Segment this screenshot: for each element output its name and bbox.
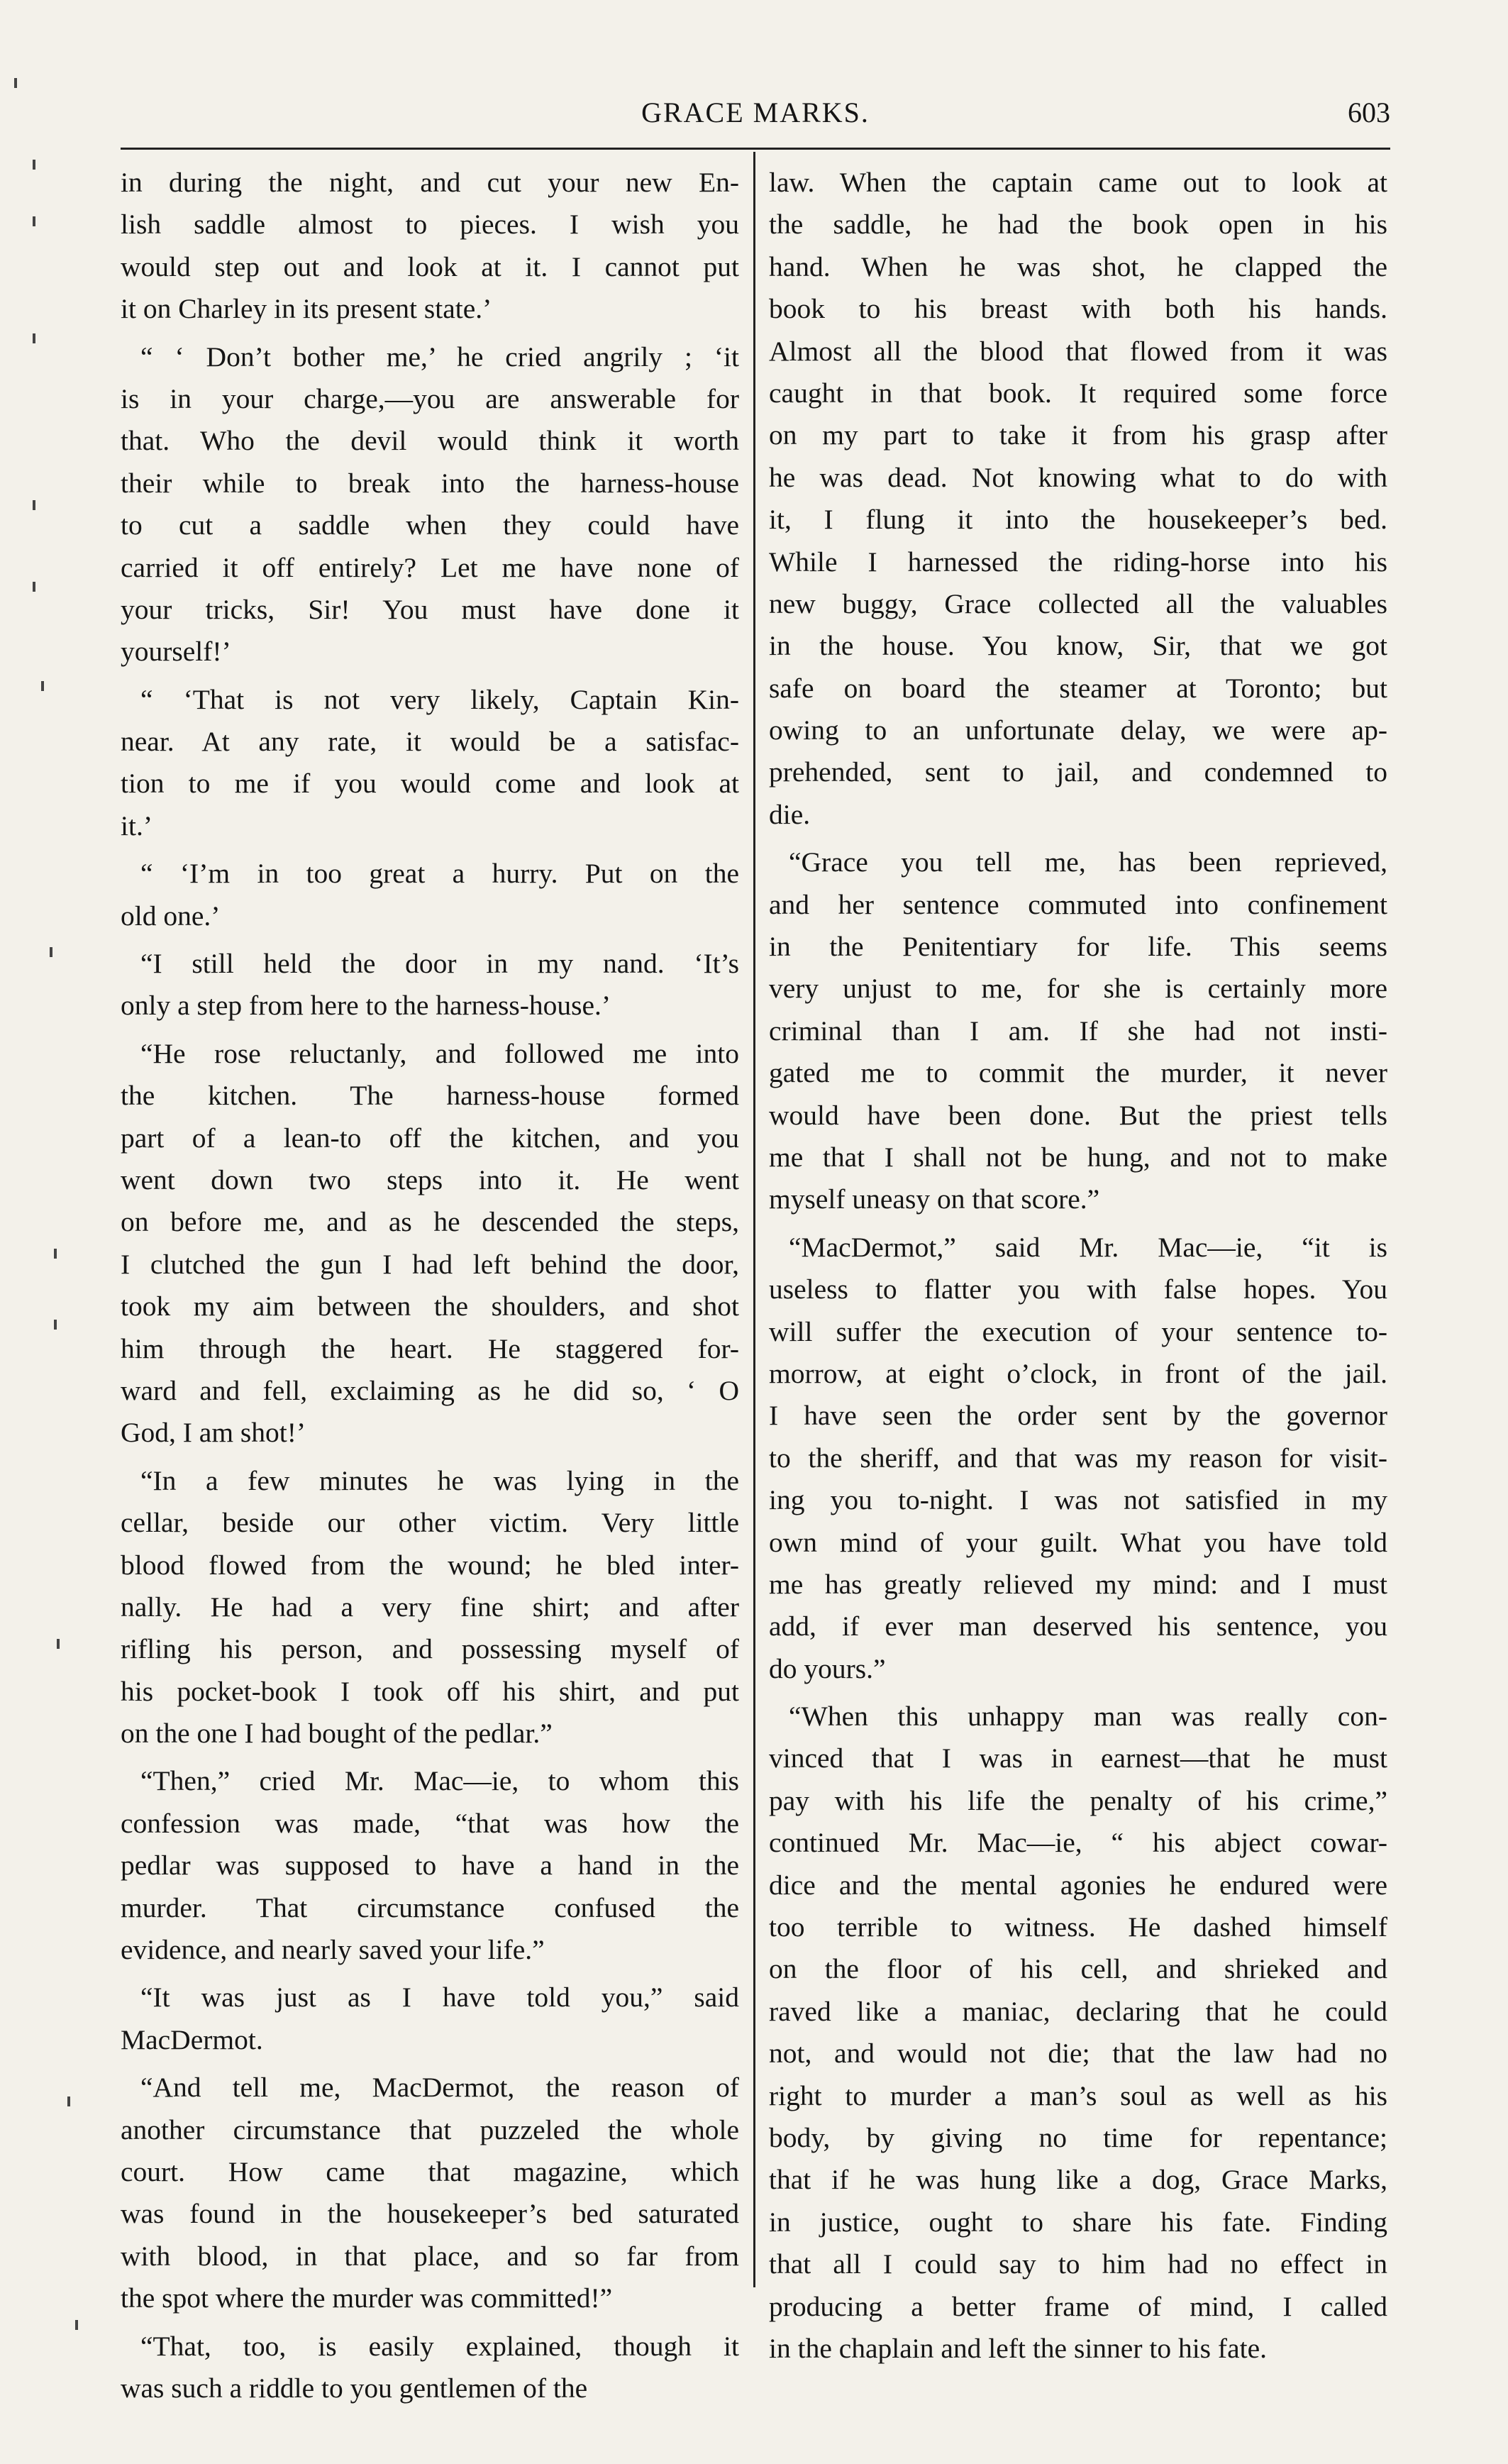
text-line: would step out and look at it. I cannot put: [121, 250, 739, 282]
text-line: murder. That circumstance confused the: [121, 1891, 739, 1923]
text-line: pay with his life the penalty of his crime,”: [769, 1784, 1387, 1816]
text-line: hand. When he was shot, he clapped the: [769, 250, 1387, 282]
paragraph: [121, 943, 739, 1027]
text-line: it.’: [121, 810, 153, 841]
paragraph: [769, 1227, 1387, 1690]
text-line: your tricks, Sir! You must have done it: [121, 593, 739, 625]
left-column: [121, 162, 739, 2415]
text-line: that if he was hung like a dog, Grace Marks,: [769, 2164, 1387, 2196]
text-line: “ ‘I’m in too great a hurry. Put on the: [140, 858, 739, 890]
text-line: was such a riddle to you gentlemen of the: [121, 2372, 588, 2404]
text-line: tion to me if you would come and look at: [121, 768, 739, 800]
text-line: criminal than I am. If she had not insti-: [769, 1015, 1387, 1046]
text-line: die.: [769, 798, 811, 830]
text-line: another circumstance that puzzeled the whole: [121, 2114, 739, 2145]
text-line: in the chaplain and left the sinner to his fate.: [769, 2332, 1267, 2364]
text-line: I have seen the order sent by the governor: [769, 1400, 1387, 1432]
running-title: GRACE MARKS.: [641, 96, 870, 128]
text-line: add, if ever man deserved his sentence, you: [769, 1611, 1387, 1642]
text-line: on before me, and as he descended the steps,: [121, 1206, 739, 1238]
text-line: in the Penitentiary for life. This seems: [769, 931, 1387, 963]
text-line: Almost all the blood that flowed from it was: [769, 335, 1387, 367]
text-line: ing you to-night. I was not satisfied in my: [769, 1484, 1387, 1516]
text-line: “MacDermot,” said Mr. Mac—ie, “it is: [789, 1231, 1387, 1263]
paragraph: [769, 162, 1387, 836]
text-line: own mind of your guilt. What you have told: [769, 1526, 1387, 1558]
right-column: [769, 162, 1387, 2375]
text-line: “ ‘ Don’t bother me,’ he cried angrily ; ‘it: [140, 341, 739, 372]
paragraph: [121, 2067, 739, 2319]
text-line: new buggy, Grace collected all the valuables: [769, 587, 1387, 619]
text-line: old one.’: [121, 900, 221, 932]
text-line: the kitchen. The harness-house formed: [121, 1080, 739, 1112]
text-line: was found in the housekeeper’s bed saturated: [121, 2198, 739, 2230]
text-line: on my part to take it from his grasp after: [769, 419, 1387, 451]
paragraph: [769, 841, 1387, 1221]
text-line: very unjust to me, for she is certainly more: [769, 973, 1387, 1005]
text-line: will suffer the execution of your sentence to-: [769, 1315, 1387, 1347]
text-line: God, I am shot!’: [121, 1417, 306, 1449]
text-line: is in your charge,—you are answerable for: [121, 382, 739, 414]
text-line: law. When the captain came out to look at: [769, 167, 1387, 198]
paragraph: [121, 679, 739, 848]
text-line: on the one I had bought of the pedlar.”: [121, 1718, 553, 1750]
text-line: me that I shall not be hung, and not to make: [769, 1141, 1387, 1173]
text-line: confession was made, “that was how the: [121, 1807, 739, 1839]
text-line: him through the heart. He staggered for-: [121, 1332, 739, 1364]
text-line: safe on board the steamer at Toronto; but: [769, 672, 1387, 704]
text-line: “Then,” cried Mr. Mac—ie, to whom this: [140, 1765, 739, 1797]
text-line: would have been done. But the priest tells: [769, 1099, 1387, 1131]
text-line: that all I could say to him had no effect in: [769, 2248, 1387, 2280]
paragraph: [121, 1760, 739, 1971]
text-line: “It was just as I have told you,” said: [140, 1982, 739, 2013]
text-line: me has greatly relieved my mind: and I must: [769, 1568, 1387, 1600]
text-line: court. How came that magazine, which: [121, 2155, 739, 2187]
text-line: in justice, ought to share his fate. Finding: [769, 2206, 1387, 2238]
paragraph: [121, 1460, 739, 1755]
text-line: that. Who the devil would think it worth: [121, 425, 739, 457]
text-line: “I still held the door in my nand. ‘It’s: [140, 948, 739, 980]
text-line: “ ‘That is not very likely, Captain Kin-: [140, 683, 739, 715]
text-line: gated me to commit the murder, it never: [769, 1057, 1387, 1089]
text-line: he was dead. Not knowing what to do with: [769, 461, 1387, 493]
paragraph: [121, 2326, 739, 2410]
text-line: “Grace you tell me, has been reprieved,: [789, 846, 1387, 878]
paragraph: [121, 1033, 739, 1454]
text-line: in during the night, and cut your new En-: [121, 167, 739, 198]
text-line: too terrible to witness. He dashed himself: [769, 1911, 1387, 1943]
text-line: useless to flatter you with false hopes. You: [769, 1274, 1387, 1305]
text-line: blood flowed from the wound; he bled inter-: [121, 1549, 739, 1581]
paragraph: [121, 853, 739, 937]
text-line: right to murder a man’s soul as well as his: [769, 2079, 1387, 2111]
running-head: [121, 96, 1390, 145]
text-line: to cut a saddle when they could have: [121, 509, 739, 541]
text-line: caught in that book. It required some force: [769, 377, 1387, 409]
text-line: “That, too, is easily explained, though it: [140, 2330, 739, 2362]
paragraph: [121, 336, 739, 673]
text-line: “When this unhappy man was really con-: [789, 1701, 1387, 1733]
text-line: “And tell me, MacDermot, the reason of: [140, 2072, 739, 2104]
text-line: do yours.”: [769, 1652, 886, 1684]
text-line: his pocket-book I took off his shirt, and put: [121, 1675, 739, 1707]
paragraph: [121, 162, 739, 331]
page-number: 603: [1348, 96, 1390, 128]
text-line: only a step from here to the harness-house.’: [121, 990, 611, 1022]
text-line: their while to break into the harness-house: [121, 467, 739, 499]
text-line: pedlar was supposed to have a hand in the: [121, 1850, 739, 1882]
text-line: I clutched the gun I had left behind the door,: [121, 1248, 739, 1280]
text-line: While I harnessed the riding-horse into his: [769, 546, 1387, 578]
text-line: rifling his person, and possessing myself of: [121, 1633, 739, 1665]
text-line: “In a few minutes he was lying in the: [140, 1464, 739, 1496]
column-divider: [753, 152, 755, 2287]
text-line: took my aim between the shoulders, and shot: [121, 1291, 739, 1322]
text-line: in the house. You know, Sir, that we got: [769, 630, 1387, 662]
text-line: evidence, and nearly saved your life.”: [121, 1934, 545, 1966]
text-line: raved like a maniac, declaring that he could: [769, 1995, 1387, 2027]
header-rule: [121, 148, 1390, 150]
text-line: “He rose reluctanly, and followed me into: [140, 1037, 739, 1069]
text-line: went down two steps into it. He went: [121, 1164, 739, 1195]
text-line: lish saddle almost to pieces. I wish you: [121, 209, 739, 241]
text-line: morrow, at eight o’clock, in front of the jail.: [769, 1357, 1387, 1389]
text-line: prehended, sent to jail, and condemned to: [769, 756, 1387, 788]
text-line: near. At any rate, it would be a satisfac-: [121, 726, 739, 758]
text-line: the spot where the murder was committed!”: [121, 2282, 613, 2314]
text-line: cellar, beside our other victim. Very little: [121, 1507, 739, 1539]
text-line: myself uneasy on that score.”: [769, 1183, 1100, 1215]
paragraph: [769, 1696, 1387, 2370]
text-line: MacDermot.: [121, 2023, 263, 2055]
text-line: to the sheriff, and that was my reason for visit-: [769, 1442, 1387, 1474]
text-line: owing to an unfortunate delay, we were ap-: [769, 714, 1387, 746]
text-line: dice and the mental agonies he endured were: [769, 1869, 1387, 1901]
text-line: nally. He had a very fine shirt; and after: [121, 1591, 739, 1623]
text-line: the saddle, he had the book open in his: [769, 209, 1387, 241]
text-line: producing a better frame of mind, I called: [769, 2290, 1387, 2322]
paragraph: [121, 1977, 739, 2061]
text-line: with blood, in that place, and so far from: [121, 2240, 739, 2272]
text-line: and her sentence commuted into confinement: [769, 888, 1387, 920]
text-line: not, and would not die; that the law had no: [769, 2038, 1387, 2070]
text-line: yourself!’: [121, 636, 231, 668]
text-line: it on Charley in its present state.’: [121, 293, 492, 325]
text-line: on the floor of his cell, and shrieked and: [769, 1953, 1387, 1985]
text-line: body, by giving no time for repentance;: [769, 2121, 1387, 2153]
text-line: continued Mr. Mac—ie, “ his abject cowar-: [769, 1827, 1387, 1859]
text-line: ward and fell, exclaiming as he did so, ‘ O: [121, 1374, 739, 1406]
text-line: it, I flung it into the housekeeper’s bed.: [769, 504, 1387, 536]
text-line: book to his breast with both his hands.: [769, 293, 1387, 325]
text-line: vinced that I was in earnest—that he must: [769, 1742, 1387, 1774]
text-line: part of a lean-to off the kitchen, and you: [121, 1122, 739, 1154]
text-line: carried it off entirely? Let me have none of: [121, 551, 739, 583]
